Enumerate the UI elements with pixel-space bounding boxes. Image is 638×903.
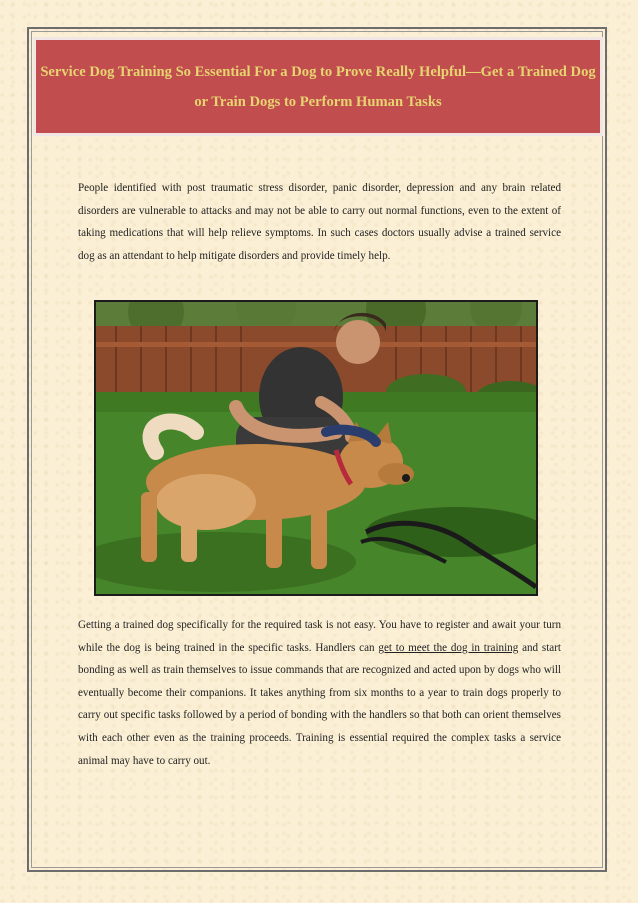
- intro-paragraph: People identified with post traumatic stress disorder, panic disorder, depression and any brain related disorders are vulnerable to attacks and may not be able to carry out normal functions, even to the extent of taking medications that will help relieve symptoms. In such cases doctors usually advise a trained service dog as an attendant to help mitigate disorders and provide timely help.: [78, 182, 561, 262]
- dog-training-photo: [94, 300, 538, 596]
- paragraph-text-after-link: and start bonding as well as train themselves to issue commands that are recognized and acted upon by dogs who will eventually become their companions. It takes anything from six months to a year to train dogs properly to carry out specific tasks followed by a period of bonding with the handlers so that both can orient themselves with each other even as the training proceeds. Training is essential required the complex tasks a service animal may have to carry out.: [78, 641, 561, 767]
- meet-dog-in-training-link[interactable]: get to meet the dog in training: [378, 641, 519, 654]
- paragraph-text-before-link: Getting a trained dog specifically for the required task is not easy. You have to register and await your turn while the dog is being trained in the specific tasks. Handlers can: [78, 619, 561, 654]
- training-paragraph: [78, 614, 561, 772]
- page-title: Service Dog Training So Essential For a Dog to Prove Really Helpful—Get a Trained Dog or Train Dogs to Perform Human Tasks: [40, 63, 596, 110]
- title-banner: [33, 37, 603, 136]
